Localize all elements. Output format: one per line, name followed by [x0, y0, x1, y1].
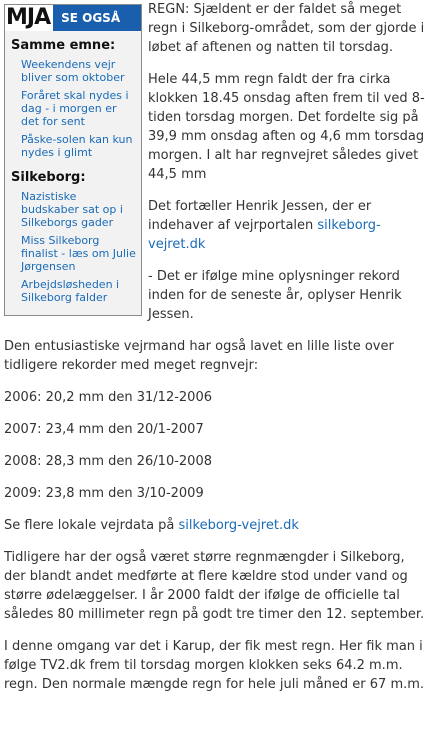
see-also-box	[4, 4, 142, 316]
paragraph-text: Det fortæller Henrik Jessen, der er indehaver af vejrportalen	[148, 199, 372, 233]
section-title-silkeborg: Silkeborg:	[11, 170, 86, 185]
related-link[interactable]: Weekendens vejr bliver som oktober	[21, 58, 125, 84]
list-item	[21, 234, 136, 273]
list-item	[21, 190, 136, 229]
section-title-same-topic: Samme emne:	[11, 38, 116, 53]
weather-portal-link[interactable]: silkeborg-vejret.dk	[148, 218, 381, 252]
article-paragraph	[4, 516, 425, 535]
article-lead: REGN: Sjældent er der faldet så meget regn i Silkeborg-området, som der gjorde i løbet af aftenen og natten til torsdag.	[148, 2, 425, 55]
related-link[interactable]: Foråret skal nydes i dag - i morgen er det for sent	[21, 89, 129, 128]
related-link[interactable]: Miss Silkeborg finalist - læs om Julie Jørgensen	[21, 234, 136, 273]
see-also-header	[5, 5, 141, 31]
record-line: 2006: 20,2 mm den 31/12-2006	[4, 390, 212, 405]
list-item	[21, 58, 136, 84]
article-paragraph: Tidligere har der også været større regnmængder i Silkeborg, der blandt andet medførte at flere kældre stod under vand og større ødelæggelser. I år 2000 faldt der ifølge de officielle tal således 80 millimeter regn på godt tre timer den 12. september.	[4, 550, 425, 622]
related-link[interactable]: Arbejdsløsheden i Silkeborg falder	[21, 278, 120, 304]
paragraph-text: Se flere lokale vejrdata på	[4, 518, 179, 533]
mja-logo: MJA	[5, 5, 53, 31]
record-line: 2008: 28,3 mm den 26/10-2008	[4, 454, 212, 469]
article-paragraph: I denne omgang var det i Karup, der fik mest regn. Her fik man i følge TV2.dk frem til torsdag morgen klokken seks 64.2 m.m. regn. Den normale mængde regn for hele juli måned er 67 m.m.	[4, 639, 425, 692]
article-paragraph: Hele 44,5 mm regn faldt der fra cirka klokken 18.45 onsdag aften frem til ved 8-tiden torsdag morgen. Det fordelte sig på 39,9 mm onsdag aften og 4,6 mm torsdag morgen. I alt har regnvejret således givet 44,5 mm	[148, 72, 425, 182]
see-also-title: SE OGSÅ	[53, 5, 141, 31]
list-item	[21, 133, 136, 159]
record-line: 2007: 23,4 mm den 20/1-2007	[4, 422, 204, 437]
same-topic-links	[11, 58, 136, 159]
list-item	[21, 278, 136, 304]
weather-data-link[interactable]: silkeborg-vejret.dk	[178, 518, 299, 533]
article-paragraph: - Det er ifølge mine oplysninger rekord inden for de seneste år, oplyser Henrik Jessen.	[148, 269, 402, 322]
list-item	[21, 89, 136, 128]
record-line: 2009: 23,8 mm den 3/10-2009	[4, 486, 204, 501]
article-paragraph: Den entusiastiske vejrmand har også lavet en lille liste over tidligere rekorder med meget regnvejr:	[4, 339, 394, 373]
related-link[interactable]: Påske-solen kan kun nydes i glimt	[21, 133, 133, 159]
related-link[interactable]: Nazistiske budskaber sat op i Silkeborgs gader	[21, 190, 123, 229]
silkeborg-links	[11, 190, 136, 304]
